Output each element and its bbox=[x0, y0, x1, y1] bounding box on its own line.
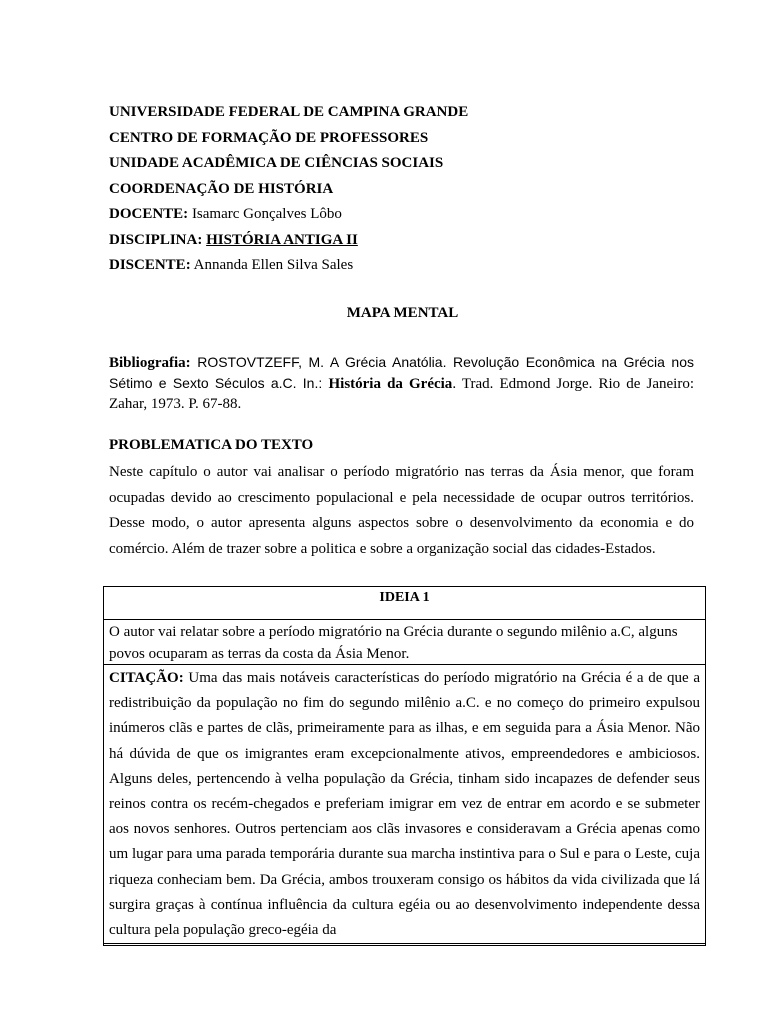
bibliography-book-title: História da Grécia bbox=[328, 376, 453, 392]
bibliography-label: Bibliografia: bbox=[109, 355, 191, 371]
problematica-title: PROBLEMATICA DO TEXTO bbox=[109, 437, 314, 453]
ideia-text: O autor vai relatar sobre a período migratório na Grécia durante o segundo milênio a.C, alguns povos ocuparam as terras da costa da Ásia Menor. bbox=[104, 620, 705, 665]
citacao-label: CITAÇÃO: bbox=[109, 670, 184, 686]
bibliography-publication: . Trad. Edmond Jorge. Rio de Janeiro: Zahar, 1973. P. 67-88. bbox=[109, 376, 694, 412]
docente-line bbox=[109, 202, 709, 228]
bibliography-text: ROSTOVTZEFF, M. A Grécia Anatólia. Revolução Econômica na Grécia nos Sétimo e Sexto Séculos a.C. In.: bbox=[109, 354, 694, 391]
ideia-table bbox=[103, 586, 706, 946]
problematica-text: Neste capítulo o autor vai analisar o período migratório nas terras da Ásia menor, que foram ocupadas devido ao crescimento populacional e pela necessidade de ocupar outros territórios. Desse modo, o autor apresenta alguns aspectos sobre o desenvolvimento da economia e do comércio. Além de trazer sobre a politica e sobre a organização social das cidades-Estados. bbox=[109, 464, 694, 557]
docente-value: Isamarc Gonçalves Lôbo bbox=[188, 206, 342, 222]
disciplina-line bbox=[109, 228, 709, 254]
disciplina-value: HISTÓRIA ANTIGA II bbox=[206, 231, 358, 248]
coordination-name: COORDENAÇÃO DE HISTÓRIA bbox=[109, 180, 334, 197]
institution-header bbox=[109, 100, 709, 279]
docente-label: DOCENTE: bbox=[109, 206, 189, 222]
ideia-title: IDEIA 1 bbox=[104, 587, 705, 620]
citacao-cell bbox=[104, 665, 705, 944]
bibliography bbox=[109, 352, 694, 414]
university-name: UNIVERSIDADE FEDERAL DE CAMPINA GRANDE bbox=[109, 104, 469, 120]
discente-line bbox=[109, 253, 709, 279]
citacao-text: Uma das mais notáveis características do período migratório na Grécia é a de que a redistribuição da população no fim do segundo milênio a.C. e no começo do primeiro expulsou inúmeros clãs e partes de clãs, primeiramente para as ilhas, e em seguida para a Ásia Menor. Não há dúvida de que os imigrantes eram excepcionalmente ativos, empreendedores e ambiciosos. Alguns deles, pertencendo à velha população da Grécia, tinham sido incapazes de defender seus reinos contra os recém-chegados e preferiam imigrar em vez de entrar em acordo e se submeter aos novos senhores. Outros pertenciam aos clãs invasores e consideravam a Grécia apenas como um lugar para uma parada temporária durante sua marcha instintiva para o Sul e para o Leste, cuja riqueza conheciam bem. Da Grécia, ambos trouxeram consigo os hábitos da vida civilizada que lá surgira graças à contínua influência da cultura egéia ou ao desenvolvimento independente dessa cultura pela população greco-egéia da bbox=[109, 670, 700, 939]
unit-name: UNIDADE ACADÊMICA DE CIÊNCIAS SOCIAIS bbox=[109, 155, 444, 171]
discente-label: DISCENTE: bbox=[109, 257, 191, 273]
discente-value: Annanda Ellen Silva Sales bbox=[190, 257, 354, 273]
table-bottom-border bbox=[103, 945, 706, 946]
center-name: CENTRO DE FORMAÇÃO DE PROFESSORES bbox=[109, 129, 429, 146]
disciplina-label: DISCIPLINA: bbox=[109, 231, 203, 248]
document-title: MAPA MENTAL bbox=[346, 305, 459, 321]
